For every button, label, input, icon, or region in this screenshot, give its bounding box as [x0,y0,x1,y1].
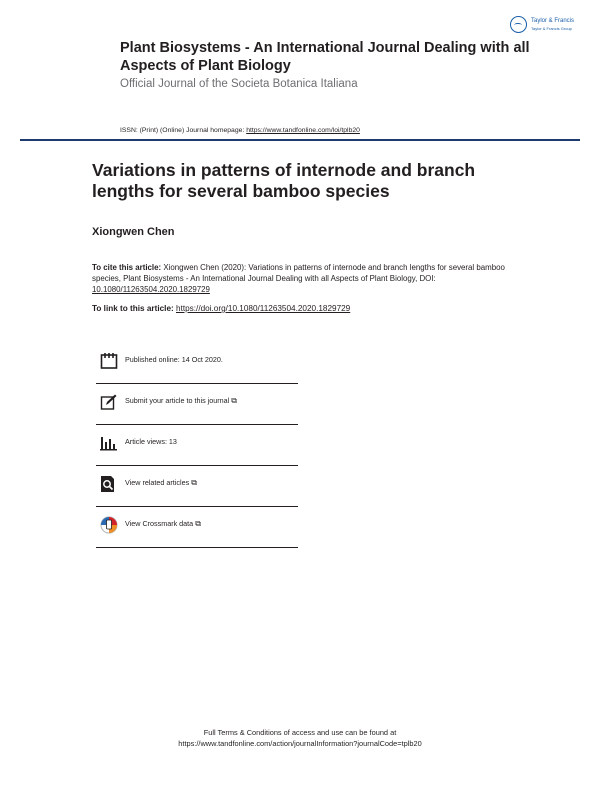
edit-icon [100,393,118,411]
journal-homepage-link[interactable]: https://www.tandfonline.com/loi/tplb20 [246,127,360,134]
info-row-views [96,425,298,466]
publisher-name: Taylor & Francis [531,18,575,24]
article-link-block [92,304,350,313]
article-author: Xiongwen Chen [92,226,175,238]
info-row-submit[interactable] [96,384,298,425]
related-articles-link[interactable] [125,478,197,488]
footer-terms-text: Full Terms & Conditions of access and use can be found at [203,728,397,737]
crossmark-label: View Crossmark data [125,519,194,528]
citation-label: To cite this article: [92,263,162,272]
info-row-related[interactable] [96,466,298,507]
publisher-logo[interactable] [510,16,586,36]
submit-article-label: Submit your article to this journal [125,396,230,405]
submit-article-link[interactable] [125,396,237,406]
published-date: Published online: 14 Oct 2020. [125,355,223,364]
crossmark-link[interactable] [125,519,201,529]
publisher-tagline: Taylor & Francis Group [531,26,572,31]
bar-chart-icon [100,434,118,452]
external-link-icon: ⧉ [231,396,237,405]
article-views: Article views: 13 [125,437,177,446]
article-doi-link[interactable]: https://doi.org/10.1080/11263504.2020.1829729 [176,304,351,313]
external-link-icon: ⧉ [191,478,197,487]
article-link-label: To link to this article: [92,304,177,313]
issn-prefix: ISSN: (Print) (Online) Journal homepage: [120,127,247,134]
article-title: Variations in patterns of internode and branch lengths for several bamboo species [92,160,476,201]
crossmark-icon [100,516,118,534]
issn-line [120,127,360,134]
citation-block [92,262,522,295]
footer-terms-link[interactable]: https://www.tandfonline.com/action/journalInformation?journalCode=tplb20 [178,739,422,748]
journal-title: Plant Biosystems - An International Journal Dealing with all Aspects of Plant Biology [120,40,530,74]
info-row-crossmark[interactable] [96,507,298,548]
external-link-icon: ⧉ [195,519,201,528]
calendar-icon [100,352,118,370]
citation-text: Xiongwen Chen (2020): Variations in patterns of internode and branch lengths for several bamboo species, Plant Biosystems - An International Journal Dealing with all Aspects of Plant Biology, DOI: [92,263,505,283]
journal-subtitle: Official Journal of the Societa Botanica Italiana [120,78,358,90]
related-articles-icon [100,475,118,493]
header-divider [20,139,580,141]
article-info-list [96,343,298,548]
citation-doi-link[interactable]: 10.1080/11263504.2020.1829729 [92,285,210,294]
info-row-published [96,343,298,384]
related-articles-label: View related articles [125,478,190,487]
publisher-logo-icon [510,16,527,33]
